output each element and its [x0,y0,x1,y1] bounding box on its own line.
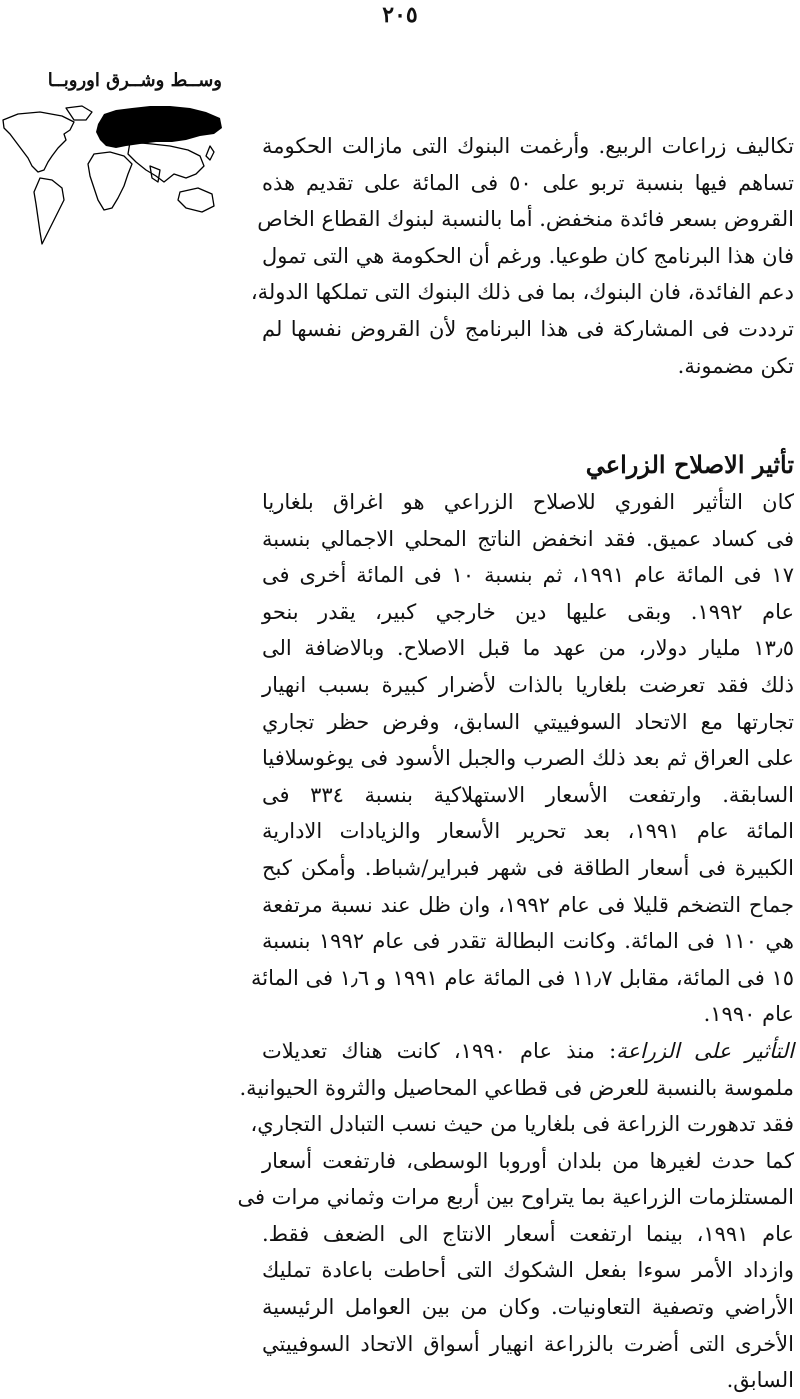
paragraph-lead-in: التأثير على الزراعة [616,1038,794,1063]
text-line: المائة عام ١٩٩١، بعد تحرير الأسعار والزيادات الادارية [262,819,794,844]
text-line: هي ١١٠ فى المائة. وكانت البطالة تقدر فى عام ١٩٩٢ بنسبة [262,929,794,954]
text-line: ١٥ فى المائة، مقابل ١١٫٧ فى المائة عام ١٩٩١ و ١٫٦ فى المائة [250,965,794,990]
text-line: القروض بسعر فائدة منخفض. أما بالنسبة لبنوك القطاع الخاص [257,207,794,232]
india-outline [150,166,160,182]
intro-paragraph [250,128,794,384]
europe-highlight [96,106,222,148]
text-line: تجارتها مع الاتحاد السوفييتي السابق، وفرض حظر تجاري [262,709,794,734]
text-line: فان هذا البرنامج كان طوعيا. ورغم أن الحكومة هي التى تمول [262,243,794,268]
text-line: ذلك فقد تعرضت بلغاريا بالذات لأضرار كبيرة بسبب انهيار [262,672,794,697]
section-heading: تأثير الاصلاح الزراعي [585,450,794,479]
text-line: على العراق ثم بعد ذلك الصرب والجبل الأسود فى يوغوسلافيا [262,746,794,771]
text-line: الأراضي وتصفية التعاونيات. وكان من بين العوامل الرئيسية [262,1295,794,1320]
paragraph-first-line: : منذ عام ١٩٩٠، كانت هناك تعديلات [262,1038,617,1063]
text-line: تساهم فيها بنسبة تربو على ٥٠ فى المائة على تقديم هذه [262,170,794,195]
text-line: السابق. [726,1368,794,1393]
text-line: كان التأثير الفوري للاصلاح الزراعي هو اغراق بلغاريا [262,490,794,514]
greenland-outline [66,106,92,120]
text-line: الكبيرة فى أسعار الطاقة فى شهر فبراير/شباط. وأمكن كبح [262,855,794,880]
australia-outline [178,188,214,212]
text-line: عام ١٩٩١، بينما ارتفعت أسعار الانتاج الى الضعف فقط. [262,1221,794,1246]
region-label: وســط وشــرق اوروبــا [47,70,222,91]
text-line: المستلزمات الزراعية بما يتراوح بين أربع مرات وثماني مرات فى [237,1185,794,1210]
text-line: تكن مضمونة. [677,353,794,378]
text-line: ملموسة بالنسبة للعرض فى قطاعي المحاصيل والثروة الحيوانية. [239,1075,794,1100]
text-line: عام ١٩٩٢. وبقى عليها دين خارجي كبير، يقدر بنحو [262,599,795,624]
text-line [262,1033,794,1070]
text-line: السابقة. وارتفعت الأسعار الاستهلاكية بنسبة ٣٣٤ فى [262,782,794,807]
world-map-icon [0,100,225,248]
page-number: ٢٠٥ [382,2,418,28]
asia-outline [128,142,204,182]
africa-outline [88,152,132,210]
north-america-outline [3,112,74,172]
text-line: ١٧ فى المائة عام ١٩٩١، ثم بنسبة ١٠ فى المائة أخرى فى [262,563,794,588]
text-line: وازداد الأمر سوءا بفعل الشكوك التى أحاطت باعادة تمليك [262,1258,794,1283]
text-line: تكاليف زراعات الربيع. وأرغمت البنوك التى مازالت الحكومة [262,134,794,158]
text-line: فى كساد عميق. فقد انخفض الناتج المحلي الاجمالي بنسبة [262,526,794,551]
text-line: ١٣٫٥ مليار دولار، من عهد ما قبل الاصلاح. وبالاضافة الى [262,636,794,661]
text-line: جماح التضخم قليلا فى عام ١٩٩٢، وان ظل عند نسبة مرتفعة [262,892,794,917]
text-line: فقد تدهورت الزراعة فى بلغاريا من حيث نسب التبادل التجاري، [250,1112,794,1137]
text-line: عام ١٩٩٠. [703,1002,794,1027]
text-line: كما حدث لغيرها من بلدان أوروبا الوسطى، فارتفعت أسعار [262,1148,794,1173]
text-line: دعم الفائدة، فان البنوك، بما فى ذلك البنوك التى تملكها الدولة، [250,280,794,305]
japan-outline [206,146,214,160]
text-line: ترددت فى المشاركة فى هذا البرنامج لأن القروض نفسها لم [262,316,794,341]
south-america-outline [34,178,64,244]
agrarian-reform-section [237,446,795,1399]
text-line: الأخرى التى أضرت بالزراعة انهيار أسواق الاتحاد السوفييتي [262,1331,794,1356]
